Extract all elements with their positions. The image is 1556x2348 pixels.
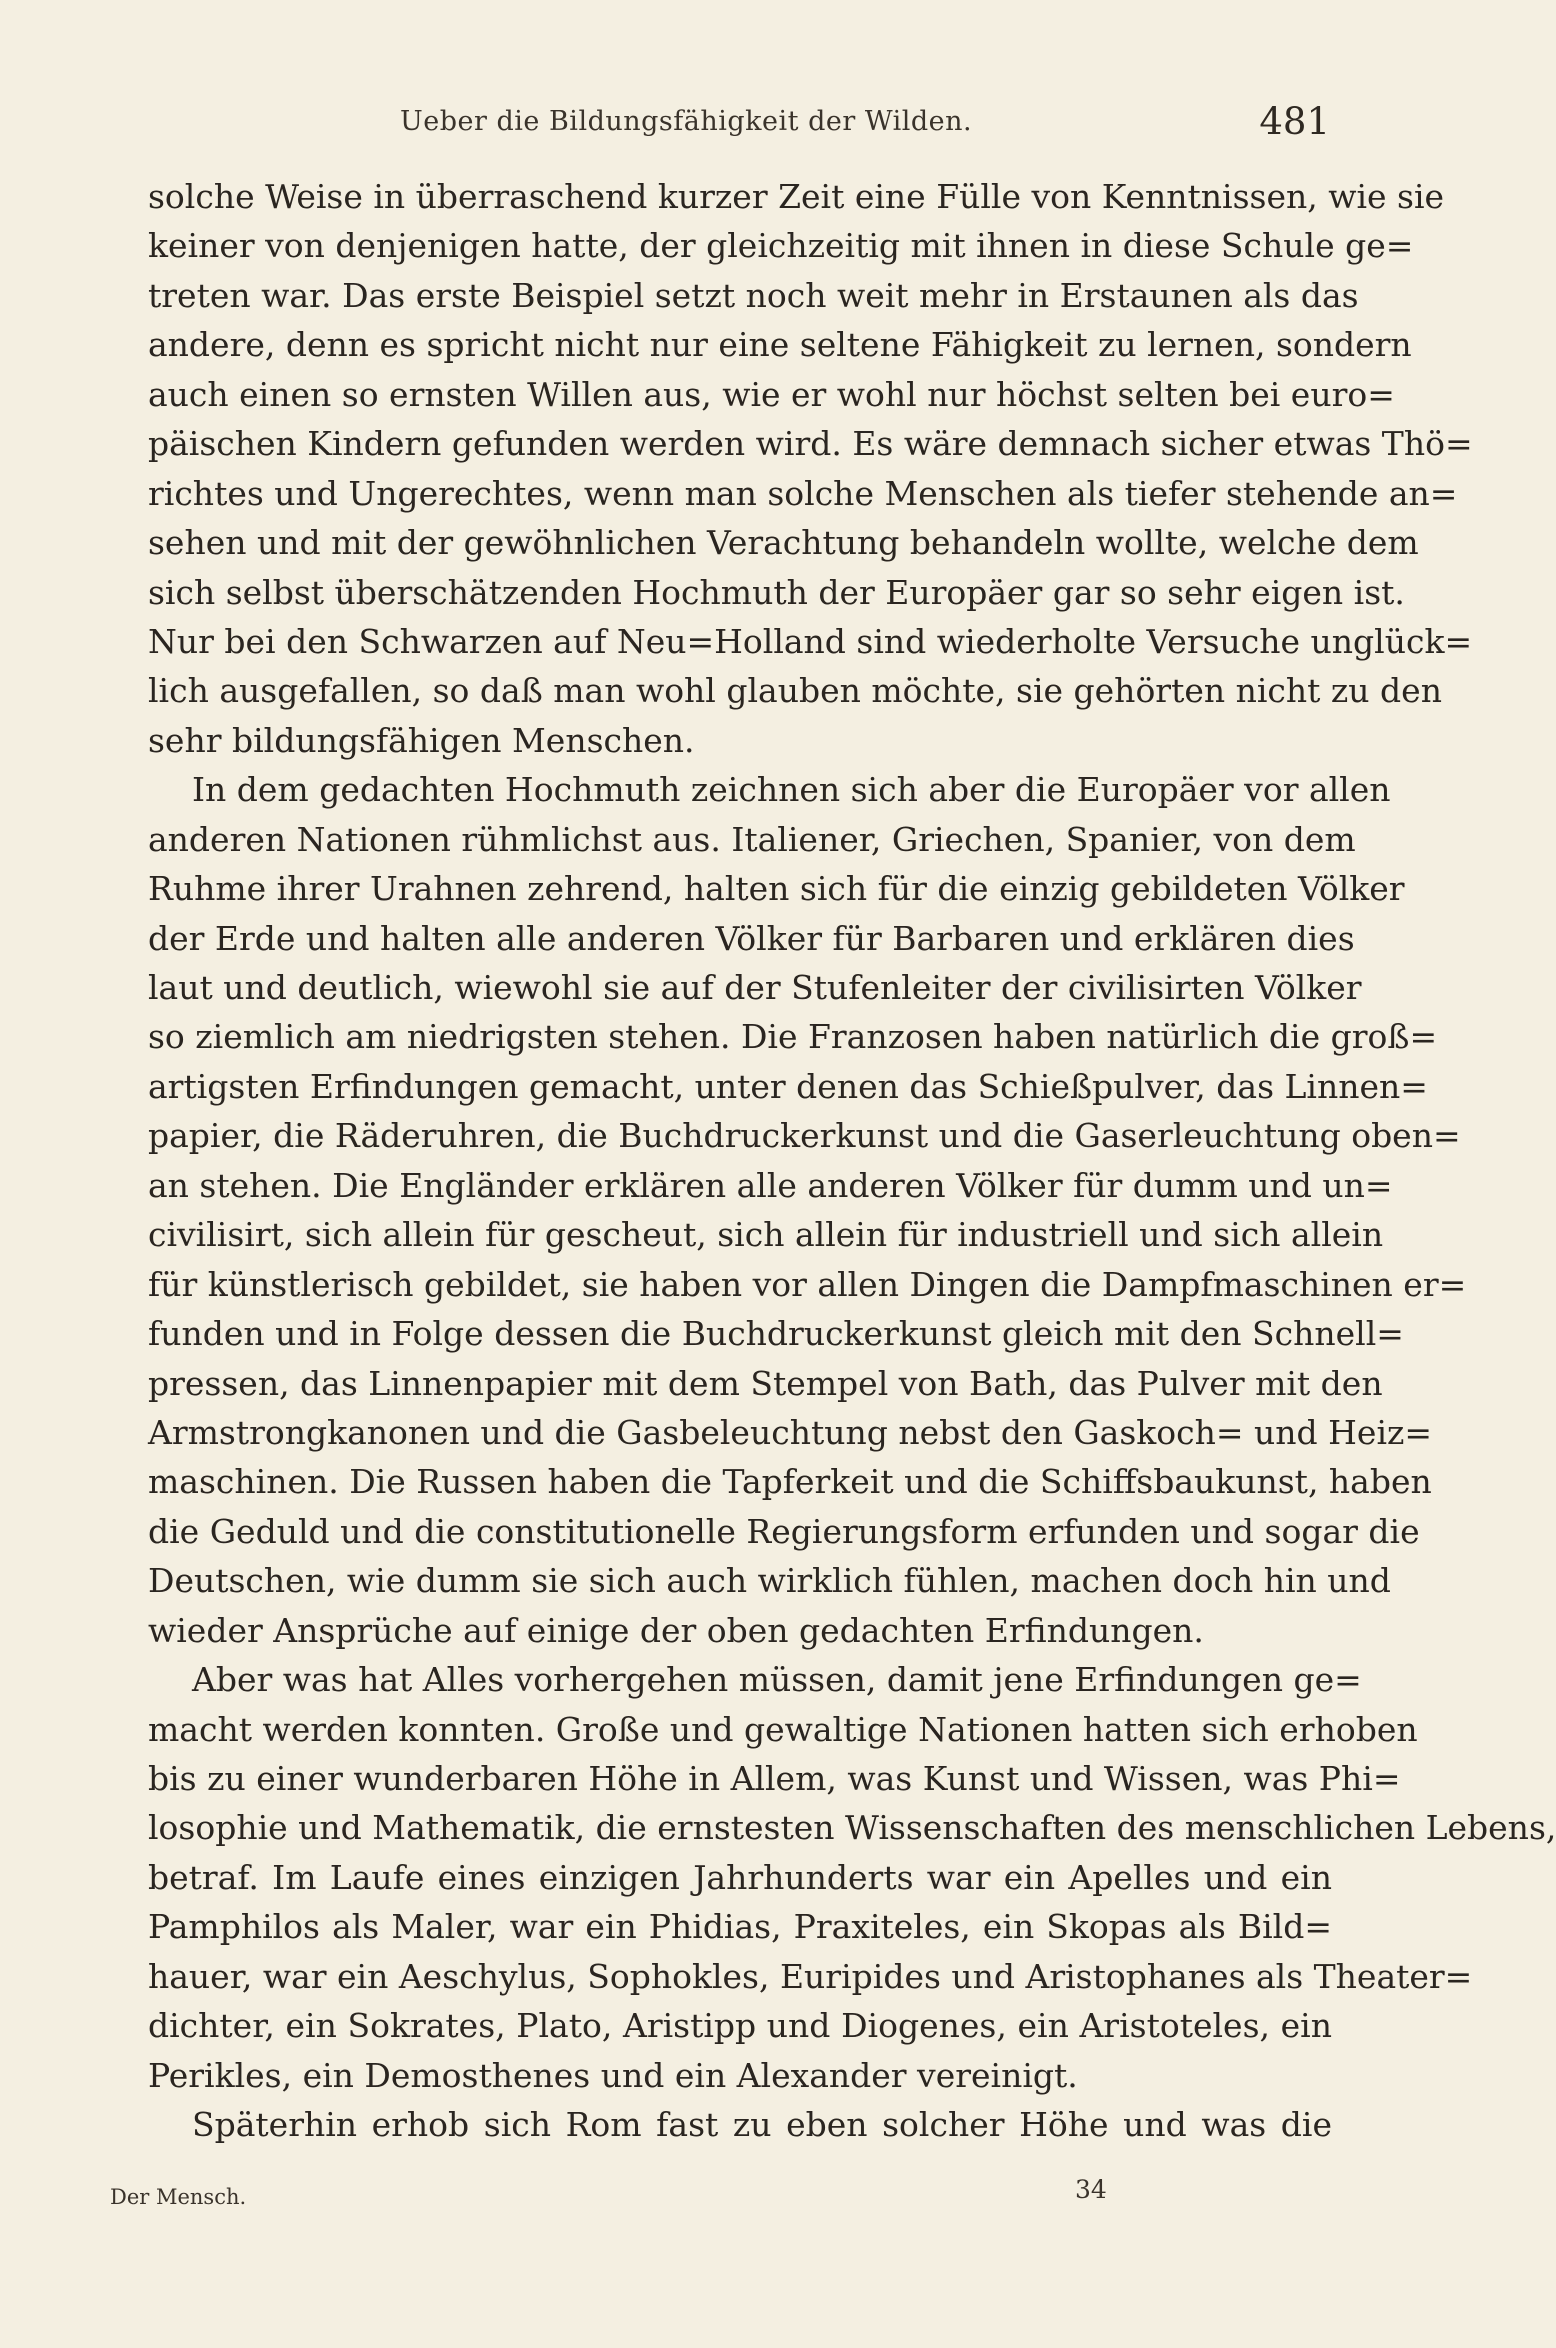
text-line: treten war. Das erste Beispiel setzt noch weit mehr in Erstaunen als das: [148, 275, 1359, 315]
text-line: papier, die Räderuhren, die Buchdruckerkunst und die Gaserleuchtung oben=: [148, 1116, 1461, 1156]
page-number: 481: [1259, 100, 1330, 143]
text-line: sehen und mit der gewöhnlichen Verachtung behandeln wollte, welche dem: [148, 523, 1419, 563]
body-text: [148, 172, 1556, 2150]
text-line: wieder Ansprüche auf einige der oben gedachten Erfindungen.: [148, 1610, 1204, 1650]
signature-line: Der Mensch.: [110, 2185, 247, 2209]
text-line: anderen Nationen rühmlichst aus. Italiener, Griechen, Spanier, von dem: [148, 819, 1356, 859]
text-line: andere, denn es spricht nicht nur eine seltene Fähigkeit zu lernen, sondern: [148, 325, 1412, 365]
text-line: hauer, war ein Aeschylus, Sophokles, Euripides und Aristophanes als Theater=: [148, 1956, 1473, 1996]
text-line: auch einen so ernsten Willen aus, wie er wohl nur höchst selten bei euro=: [148, 374, 1395, 414]
text-line: civilisirt, sich allein für gescheut, sich allein für industriell und sich allein: [148, 1215, 1384, 1255]
text-line: päischen Kindern gefunden werden wird. Es wäre demnach sicher etwas Thö=: [148, 424, 1473, 464]
text-line: bis zu einer wunderbaren Höhe in Allem, was Kunst und Wissen, was Phi=: [148, 1759, 1401, 1798]
text-line: so ziemlich am niedrigsten stehen. Die Franzosen haben natürlich die groß=: [148, 1017, 1438, 1057]
text-line: In dem gedachten Hochmuth zeichnen sich aber die Europäer vor allen: [192, 770, 1391, 810]
text-line: macht werden konnten. Große und gewaltige Nationen hatten sich erhoben: [148, 1709, 1418, 1749]
text-line: keiner von denjenigen hatte, der gleichzeitig mit ihnen in diese Schule ge=: [148, 226, 1414, 266]
text-line: betraf. Im Laufe eines einzigen Jahrhunderts war ein Apelles und ein: [148, 1857, 1332, 1897]
footer: [110, 2175, 1110, 2225]
text-line: losophie und Mathematik, die ernstesten Wissenschaften des menschlichen Lebens,: [148, 1808, 1556, 1848]
text-line: Perikles, ein Demosthenes und ein Alexander vereinigt.: [148, 2055, 1078, 2095]
text-line: der Erde und halten alle anderen Völker für Barbaren und erklären dies: [148, 918, 1355, 958]
running-head: [150, 100, 1330, 150]
text-line: Nur bei den Schwarzen auf Neu=Holland sind wiederholte Versuche unglück=: [148, 621, 1473, 661]
signature-mark: 34: [1075, 2175, 1107, 2204]
text-line: Deutschen, wie dumm sie sich auch wirklich fühlen, machen doch hin und: [148, 1561, 1391, 1601]
text-line: sehr bildungsfähigen Menschen.: [148, 720, 695, 760]
text-line: laut und deutlich, wiewohl sie auf der Stufenleiter der civilisirten Völker: [148, 968, 1362, 1007]
text-line: die Geduld und die constitutionelle Regierungsform erfunden und sogar die: [148, 1511, 1420, 1551]
text-line: Späterhin erhob sich Rom fast zu eben solcher Höhe und was die: [192, 2105, 1332, 2145]
text-line: Ruhme ihrer Urahnen zehrend, halten sich für die einzig gebildeten Völker: [148, 869, 1405, 909]
text-line: richtes und Ungerechtes, wenn man solche Menschen als tiefer stehende an=: [148, 473, 1458, 513]
text-line: artigsten Erfindungen gemacht, unter denen das Schießpulver, das Linnen=: [148, 1066, 1428, 1106]
text-line: pressen, das Linnenpapier mit dem Stempel von Bath, das Pulver mit den: [148, 1363, 1383, 1403]
text-line: sich selbst überschätzenden Hochmuth der Europäer gar so sehr eigen ist.: [148, 572, 1405, 612]
text-line: für künstlerisch gebildet, sie haben vor allen Dingen die Dampfmaschinen er=: [148, 1264, 1467, 1304]
text-line: an stehen. Die Engländer erklären alle anderen Völker für dumm und un=: [148, 1165, 1393, 1205]
running-title: Ueber die Bildungsfähigkeit der Wilden.: [400, 106, 973, 137]
text-line: Pamphilos als Maler, war ein Phidias, Praxiteles, ein Skopas als Bild=: [148, 1907, 1332, 1947]
text-line: funden und in Folge dessen die Buchdruckerkunst gleich mit den Schnell=: [148, 1314, 1404, 1354]
text-line: dichter, ein Sokrates, Plato, Aristipp und Diogenes, ein Aristoteles, ein: [148, 2006, 1332, 2046]
text-line: maschinen. Die Russen haben die Tapferkeit und die Schiffsbaukunst, haben: [148, 1462, 1432, 1502]
text-line: Aber was hat Alles vorhergehen müssen, damit jene Erfindungen ge=: [192, 1660, 1362, 1700]
text-line: Armstrongkanonen und die Gasbeleuchtung nebst den Gaskoch= und Heiz=: [148, 1412, 1433, 1452]
text-line: solche Weise in überraschend kurzer Zeit eine Fülle von Kenntnissen, wie sie: [148, 177, 1445, 216]
text-line: lich ausgefallen, so daß man wohl glauben möchte, sie gehörten nicht zu den: [148, 671, 1442, 711]
